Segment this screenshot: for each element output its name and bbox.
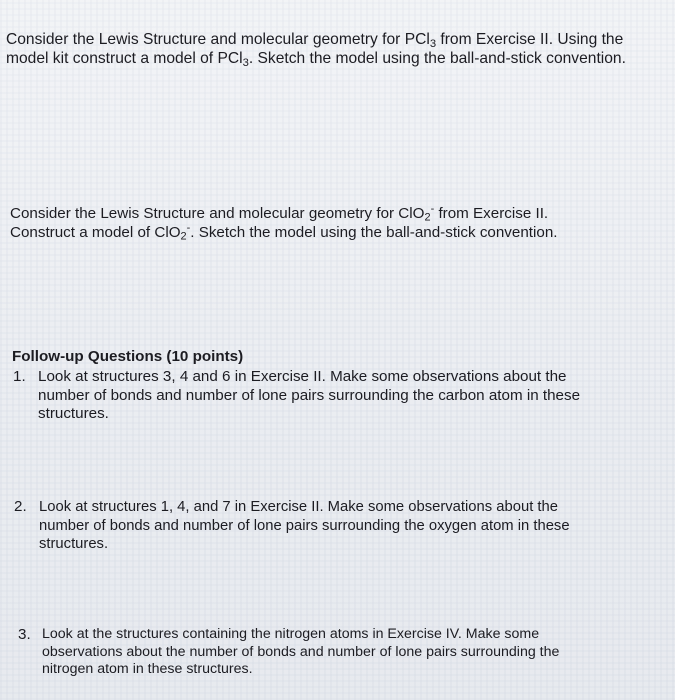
question-pcl3-line1: Consider the Lewis Structure and molecular geometry for PCl$_3$ from Exercise II. Using the (6, 31, 624, 50)
question-number: 3. (18, 626, 31, 643)
question-text: Look at structures 1, 4, and 7 in Exercise II. Make some observations about the number of bonds and number of lone pairs surrounding the oxygen atom in these structures. (39, 499, 570, 552)
question-clo2-line2: Construct a model of ClO$_2$-. Sketch the model using the ball-and-stick convention. (10, 221, 558, 243)
question-number: 1. (13, 368, 26, 385)
question-clo2-model (10, 202, 650, 243)
question-text: Look at structures 3, 4 and 6 in Exercise II. Make some observations about the number of bonds and number of lone pairs surrounding the carbon atom in these structures. (38, 368, 581, 422)
question-number: 2. (14, 498, 27, 515)
question-pcl3-line2: model kit construct a model of PCl$_3$. Sketch the model using the ball-and-stick convention. (6, 50, 626, 69)
question-text: Look at the structures containing the nitrogen atoms in Exercise IV. Make some observations about the number of bonds and number of lone pairs surrounding the nitrogen atom in these structures. (42, 626, 560, 677)
follow-up-question-3 (18, 626, 658, 686)
follow-up-question-1 (13, 368, 653, 428)
question-pcl3-model (6, 30, 671, 68)
follow-up-heading: Follow-up Questions (10 points) (12, 348, 244, 365)
question-clo2-line1: Consider the Lewis Structure and molecular geometry for ClO$_2$- from Exercise II. (10, 202, 549, 224)
follow-up-question-2 (14, 498, 654, 558)
